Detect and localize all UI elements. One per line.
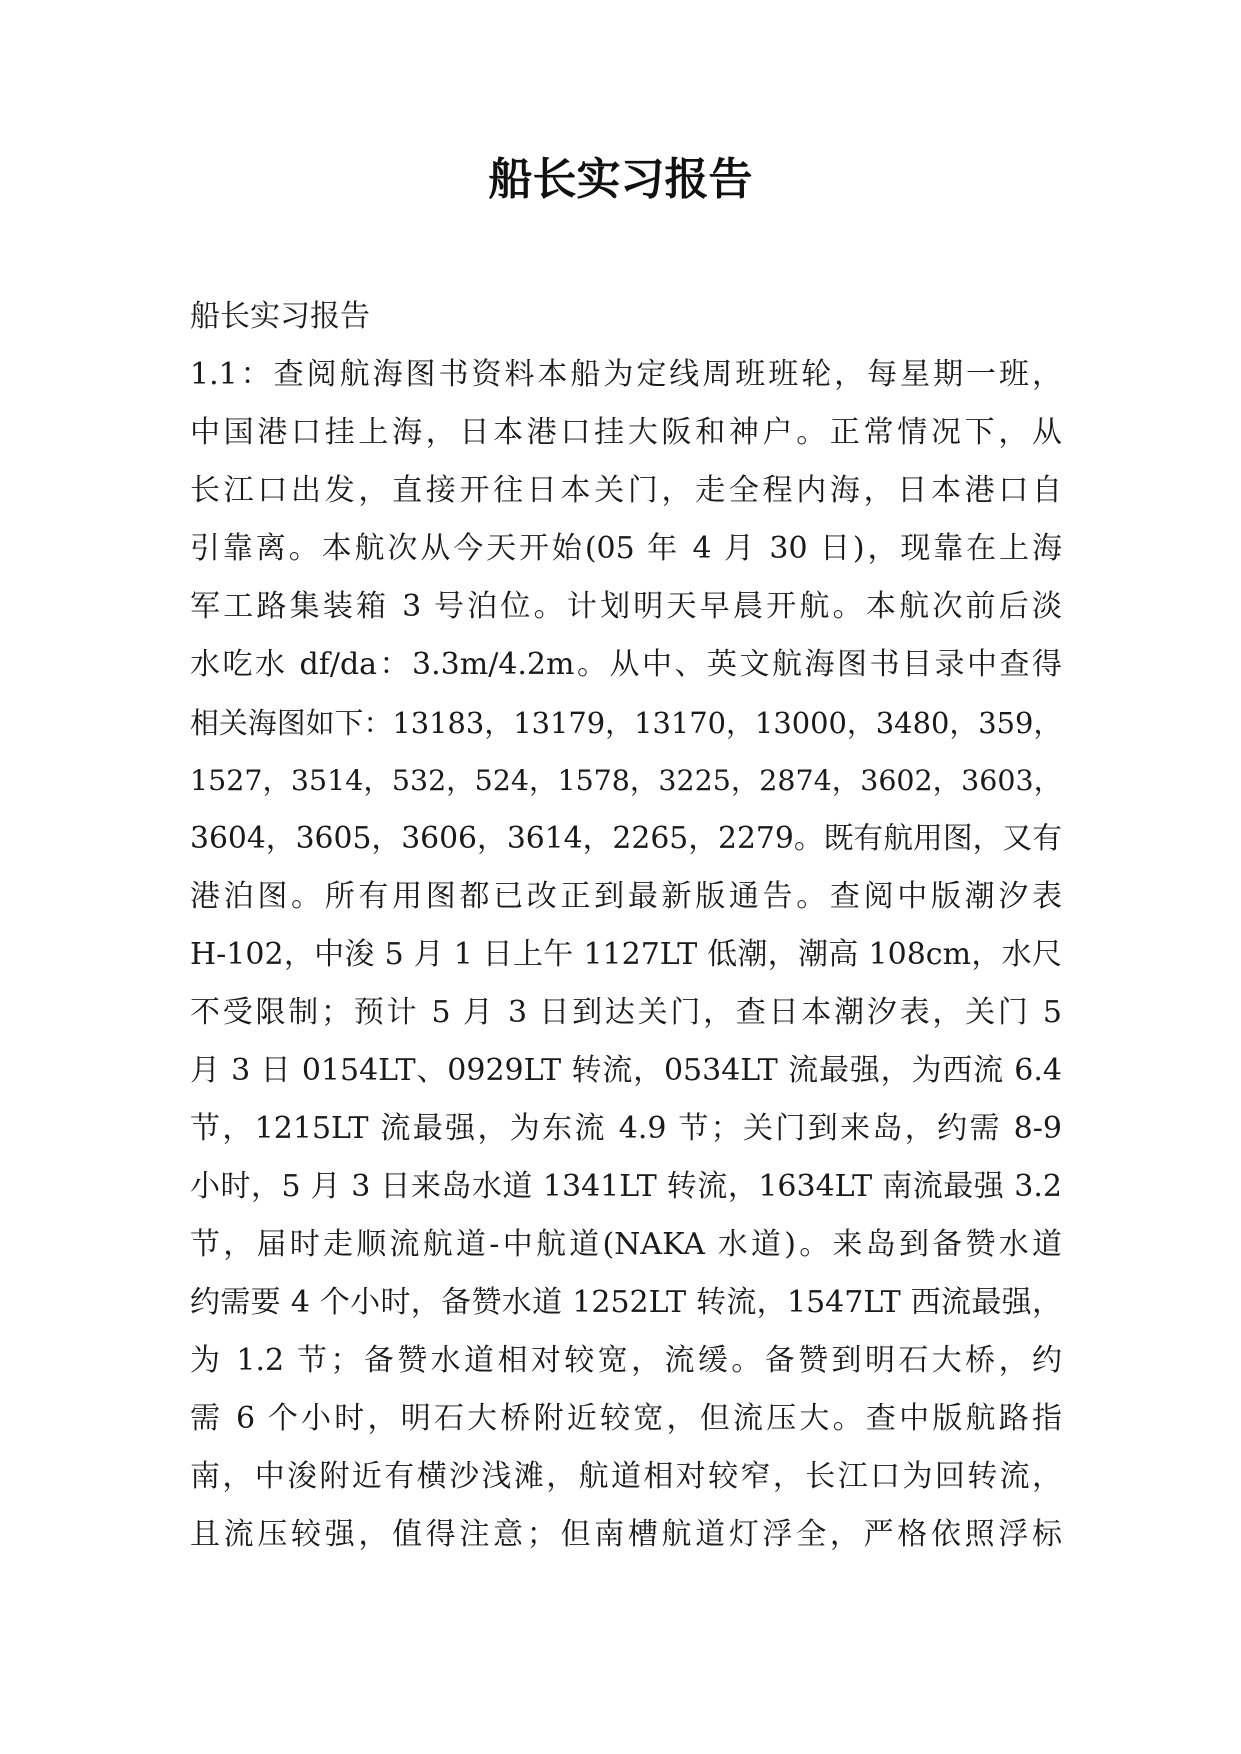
body-text-line: 长江口出发，直接开往日本关门，走全程内海，日本港口自 [190, 473, 1062, 508]
body-text-line: 且流压较强，值得注意；但南槽航道灯浮全，严格依照浮标 [190, 1517, 1062, 1552]
body-text-line: 需 6 个小时，明石大桥附近较宽，但流压大。查中版航路指 [190, 1401, 1062, 1436]
document-body [190, 288, 1062, 1564]
body-text-line: 不受限制；预计 5 月 3 日到达关门，查日本潮汐表，关门 5 [190, 995, 1062, 1030]
body-subtitle-line: 船长实习报告 [190, 299, 370, 334]
body-text-line: 引靠离。本航次从今天开始(05 年 4 月 30 日)，现靠在上海 [190, 531, 1062, 566]
body-text-line: 中国港口挂上海，日本港口挂大阪和神户。正常情况下，从 [190, 415, 1062, 450]
body-text-line: 1527，3514，532，524，1578，3225，2874，3602，3603， [190, 764, 1063, 797]
body-text-line: 军工路集装箱 3 号泊位。计划明天早晨开航。本航次前后淡 [190, 589, 1062, 624]
document-title: 船长实习报告 [488, 154, 753, 205]
body-text-line: 节，届时走顺流航道-中航道(NAKA 水道)。来岛到备赞水道 [190, 1227, 1062, 1262]
body-text-line: 节，1215LT 流最强，为东流 4.9 节；关门到来岛，约需 8-9 [190, 1111, 1062, 1146]
body-text-line: 1.1：查阅航海图书资料本船为定线周班班轮，每星期一班， [190, 357, 1062, 392]
body-text-line: 为 1.2 节；备赞水道相对较宽，流缓。备赞到明石大桥，约 [190, 1343, 1062, 1378]
body-text-line: 约需要 4 个小时，备赞水道 1252LT 转流，1547LT 西流最强， [190, 1285, 1062, 1320]
body-text-line: 水吃水 df/da：3.3m/4.2m。从中、英文航海图书目录中查得 [190, 647, 1062, 682]
body-text-line: H-102，中浚 5 月 1 日上午 1127LT 低潮，潮高 108cm，水尺 [190, 937, 1062, 972]
body-text-line: 相关海图如下：13183，13179，13170，13000，3480，359， [190, 706, 1063, 740]
body-text-line: 小时，5 月 3 日来岛水道 1341LT 转流，1634LT 南流最强 3.2 [190, 1169, 1062, 1204]
body-text-line: 南，中浚附近有横沙浅滩，航道相对较窄，长江口为回转流， [190, 1459, 1062, 1494]
body-text-line: 月 3 日 0154LT、0929LT 转流，0534LT 流最强，为西流 6.4 [190, 1053, 1062, 1088]
body-text-line: 3604，3605，3606，3614，2265，2279。既有航用图，又有 [190, 821, 1062, 856]
body-text-line: 港泊图。所有用图都已改正到最新版通告。查阅中版潮汐表 [190, 879, 1062, 914]
